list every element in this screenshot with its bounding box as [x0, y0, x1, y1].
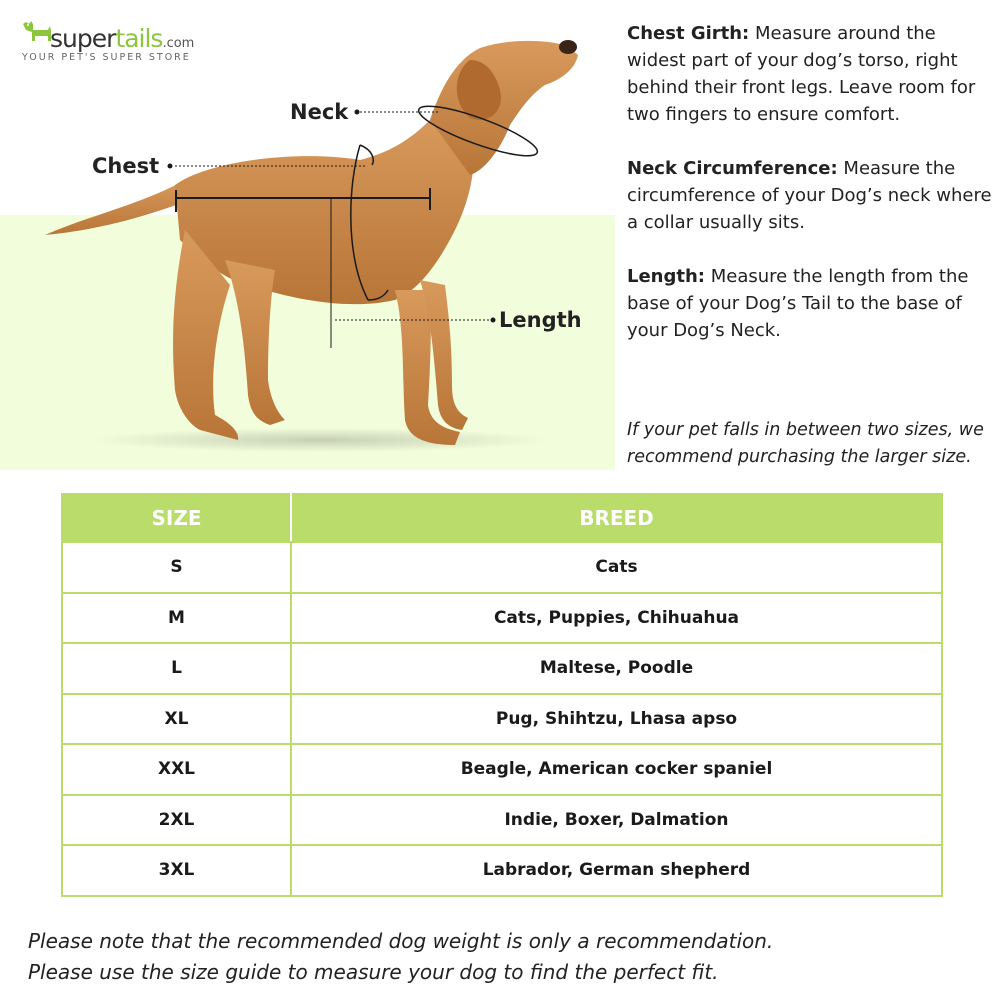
length-title: Length: [627, 266, 705, 287]
chest-label: Chest [92, 154, 160, 178]
neck-circumference-title: Neck Circumference: [627, 158, 838, 179]
measurement-instructions [627, 20, 992, 371]
size-recommendation-note: If your pet falls in between two sizes, we recommend purchasing the larger size. [627, 420, 984, 467]
table-row [62, 795, 942, 846]
size-table-header [62, 494, 942, 542]
neck-circumference-text: Measure the circumference of your Dog’s neck where a collar usually sits. [627, 158, 992, 233]
chest-girth-title: Chest Girth: [627, 23, 750, 44]
chest-girth-instruction [627, 20, 992, 128]
length-instruction [627, 263, 992, 344]
header-breed: BREED [291, 494, 942, 542]
size-cell: 3XL [62, 845, 291, 896]
breed-cell: Beagle, American cocker spaniel [291, 744, 942, 795]
table-row [62, 542, 942, 593]
breed-cell: Indie, Boxer, Dalmation [291, 795, 942, 846]
length-label: Length [499, 308, 582, 332]
size-cell: XXL [62, 744, 291, 795]
table-row [62, 694, 942, 745]
breed-cell: Cats [291, 542, 942, 593]
neck-label: Neck [290, 100, 349, 124]
table-row [62, 744, 942, 795]
size-cell: M [62, 593, 291, 644]
neck-circumference-instruction [627, 155, 992, 236]
logo-tagline: YOUR PET'S SUPER STORE [22, 52, 191, 63]
breed-cell: Pug, Shihtzu, Lhasa apso [291, 694, 942, 745]
table-row [62, 643, 942, 694]
size-cell: S [62, 542, 291, 593]
disclaimer-line-2: Please use the size guide to measure your dog to find the perfect fit. [28, 960, 719, 984]
dog-measurement-illustration [0, 0, 615, 470]
length-text: Measure the length from the base of your Dog’s Tail to the base of your Dog’s Neck. [627, 266, 969, 341]
size-cell: XL [62, 694, 291, 745]
breed-cell: Maltese, Poodle [291, 643, 942, 694]
size-cell: 2XL [62, 795, 291, 846]
logo-wordmark: supertails.com [50, 24, 195, 53]
disclaimer-line-1: Please note that the recommended dog weight is only a recommendation. [28, 929, 774, 953]
size-table [61, 493, 943, 897]
table-row [62, 593, 942, 644]
breed-cell: Cats, Puppies, Chihuahua [291, 593, 942, 644]
size-cell: L [62, 643, 291, 694]
table-row [62, 845, 942, 896]
breed-cell: Labrador, German shepherd [291, 845, 942, 896]
chest-girth-text: Measure around the widest part of your dog’s torso, right behind their front legs. Leave room for two fingers to ensure comfort. [627, 23, 976, 125]
weight-disclaimer [28, 926, 773, 988]
header-size: SIZE [62, 494, 291, 542]
